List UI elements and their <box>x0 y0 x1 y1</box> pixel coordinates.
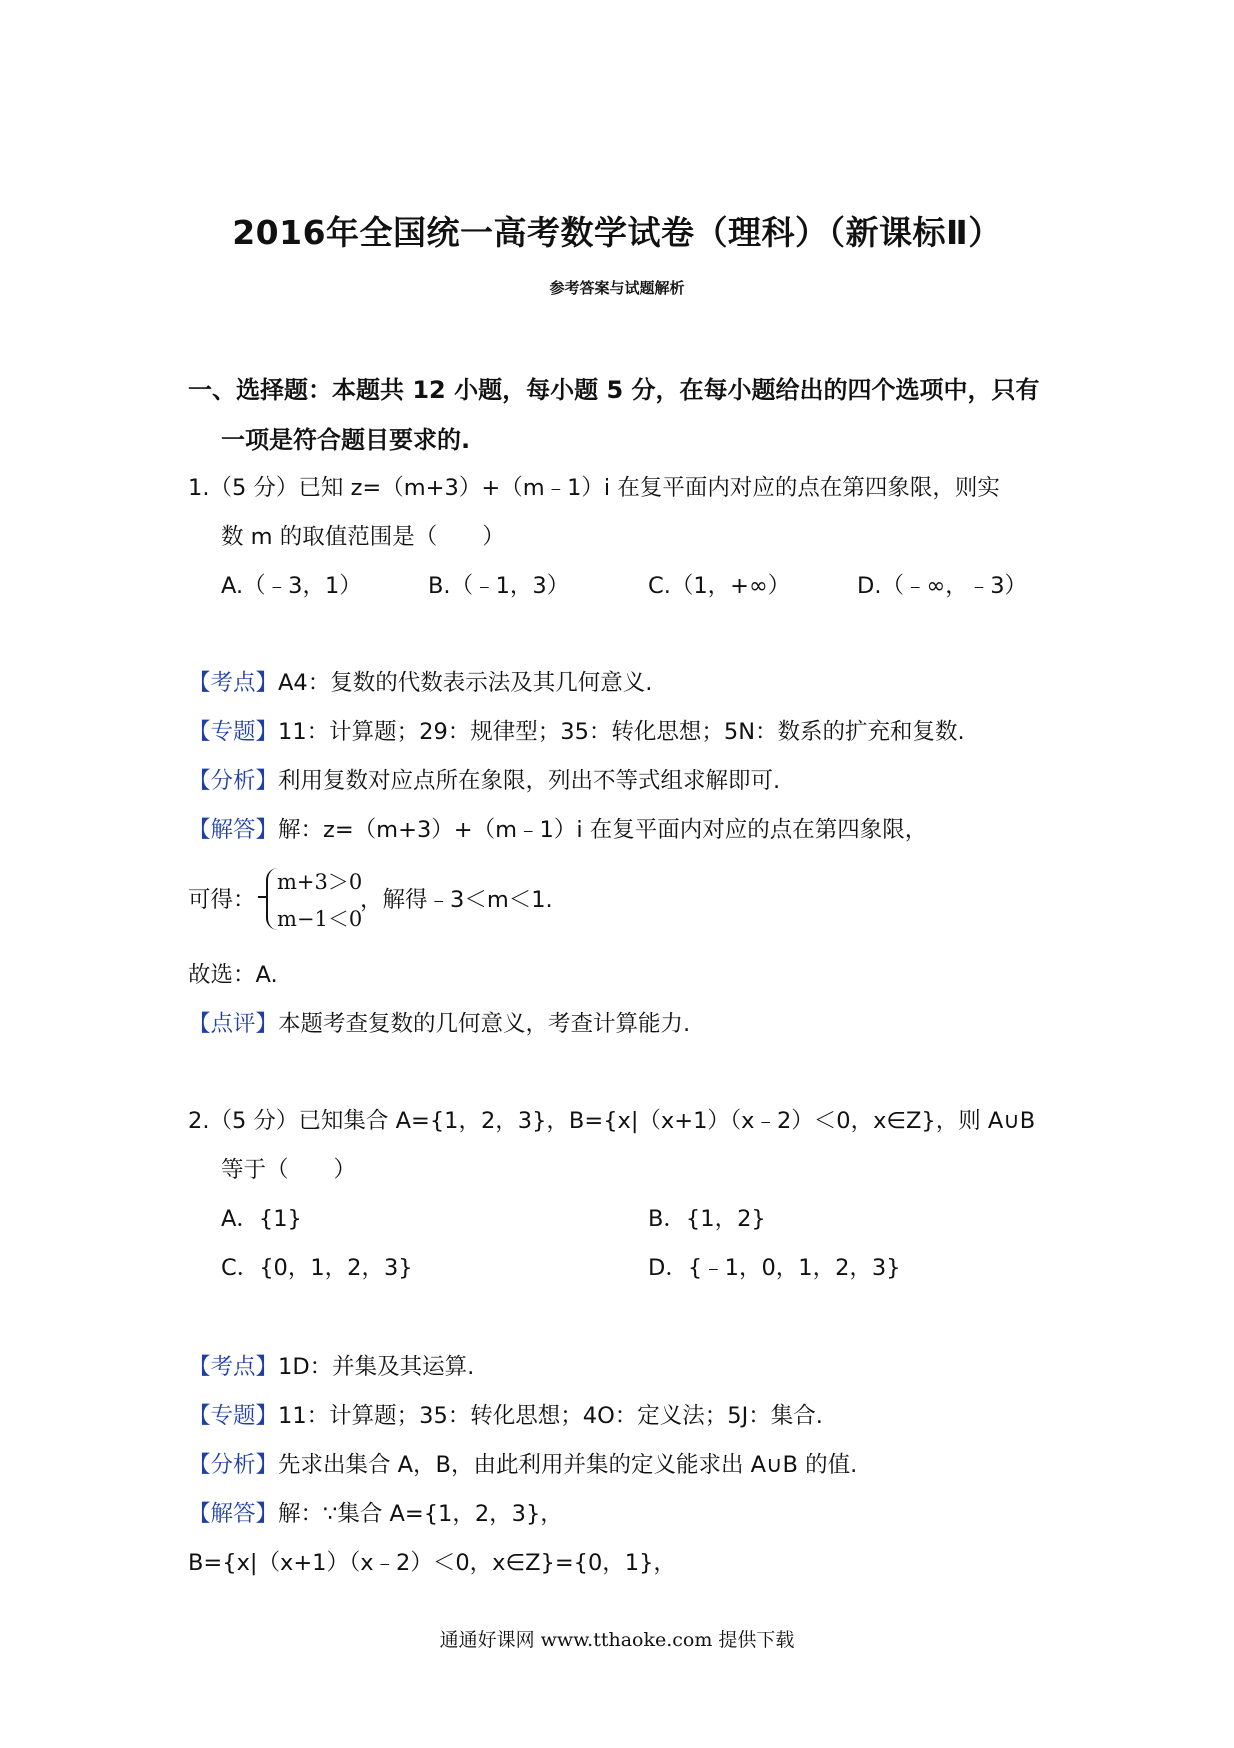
q2-option-b: B．{1，2} <box>648 1206 766 1232</box>
q1-zhuanti <box>188 714 965 746</box>
q2-b-line: B={x|（x+1）（x﹣2）＜0，x∈Z}={0，1}， <box>188 1550 676 1576</box>
zhuanti-text: 11：计算题；35：转化思想；4O：定义法；5J：集合. <box>278 1403 823 1429</box>
zhuanti-tag: 【专题】 <box>188 1403 279 1429</box>
jieda-tag: 【解答】 <box>188 817 279 843</box>
dianping-tag: 【点评】 <box>188 1011 279 1037</box>
q1-kede-label: 可得： <box>188 887 256 913</box>
q2-kaodian <box>188 1349 474 1381</box>
zhuanti-text: 11：计算题；29：规律型；35：转化思想；5N：数系的扩充和复数. <box>278 719 965 745</box>
dianping-text: 本题考查复数的几何意义，考查计算能力. <box>278 1011 691 1037</box>
fenxi-text: 利用复数对应点所在象限，列出不等式组求解即可. <box>278 768 781 794</box>
kaodian-text: 1D：并集及其运算. <box>278 1354 475 1380</box>
q1-option-b: B.（﹣1，3） <box>428 573 570 599</box>
q2-jieda <box>188 1496 563 1528</box>
zhuanti-tag: 【专题】 <box>188 719 279 745</box>
q1-kaodian <box>188 665 652 697</box>
q1-option-a: A.（﹣3，1） <box>221 573 362 599</box>
q1-option-d: D.（﹣∞，﹣3） <box>857 573 1028 599</box>
kaodian-tag: 【考点】 <box>188 670 279 696</box>
q2-zhuanti <box>188 1398 823 1430</box>
kaodian-tag: 【考点】 <box>188 1354 279 1380</box>
system-brace-point <box>258 896 268 898</box>
q1-fenxi <box>188 763 780 795</box>
q1-jieda <box>188 812 927 844</box>
q1-stem-line2: 数 m 的取值范围是（ ） <box>221 524 505 550</box>
page-title: 2016年全国统一高考数学试卷（理科）（新课标Ⅱ） <box>232 213 1002 252</box>
jieda-text: 解：∵集合 A={1，2，3}， <box>278 1501 563 1527</box>
section-heading-line1: 一、选择题：本题共 12 小题，每小题 5 分，在每小题给出的四个选项中，只有 <box>188 376 1040 404</box>
system-inequality-2: m−1＜0 <box>277 907 363 931</box>
fenxi-text: 先求出集合 A，B，由此利用并集的定义能求出 A∪B 的值. <box>278 1452 858 1478</box>
q1-jiede: ，解得﹣3＜m＜1. <box>360 887 553 913</box>
q2-stem-line1: 2.（5 分）已知集合 A={1，2，3}，B={x|（x+1）（x﹣2）＜0，x∈Z}，则 A∪B <box>188 1108 1036 1134</box>
q1-guxuan: 故选：A. <box>188 962 278 988</box>
system-inequality-1: m+3＞0 <box>277 870 363 894</box>
q2-option-c: C．{0，1，2，3} <box>221 1255 413 1281</box>
q1-option-c: C.（1，+∞） <box>648 573 791 599</box>
q1-stem-line1: 1.（5 分）已知 z=（m+3）+（m﹣1）i 在复平面内对应的点在第四象限，则实 <box>188 475 1000 501</box>
jieda-text: 解：z=（m+3）+（m﹣1）i 在复平面内对应的点在第四象限， <box>278 817 928 843</box>
page-footer: 通通好课网 www.tthaoke.com 提供下载 <box>439 1629 795 1651</box>
q2-fenxi <box>188 1447 857 1479</box>
page-subtitle: 参考答案与试题解析 <box>549 279 685 297</box>
q2-stem-line2: 等于（ ） <box>221 1157 357 1183</box>
q2-option-d: D．{﹣1，0，1，2，3} <box>648 1255 901 1281</box>
fenxi-tag: 【分析】 <box>188 1452 279 1478</box>
q2-option-a: A．{1} <box>221 1206 302 1232</box>
fenxi-tag: 【分析】 <box>188 768 279 794</box>
q1-dianping <box>188 1006 690 1038</box>
kaodian-text: A4：复数的代数表示法及其几何意义. <box>278 670 653 696</box>
jieda-tag: 【解答】 <box>188 1501 279 1527</box>
section-heading-line2: 一项是符合题目要求的. <box>221 426 471 454</box>
